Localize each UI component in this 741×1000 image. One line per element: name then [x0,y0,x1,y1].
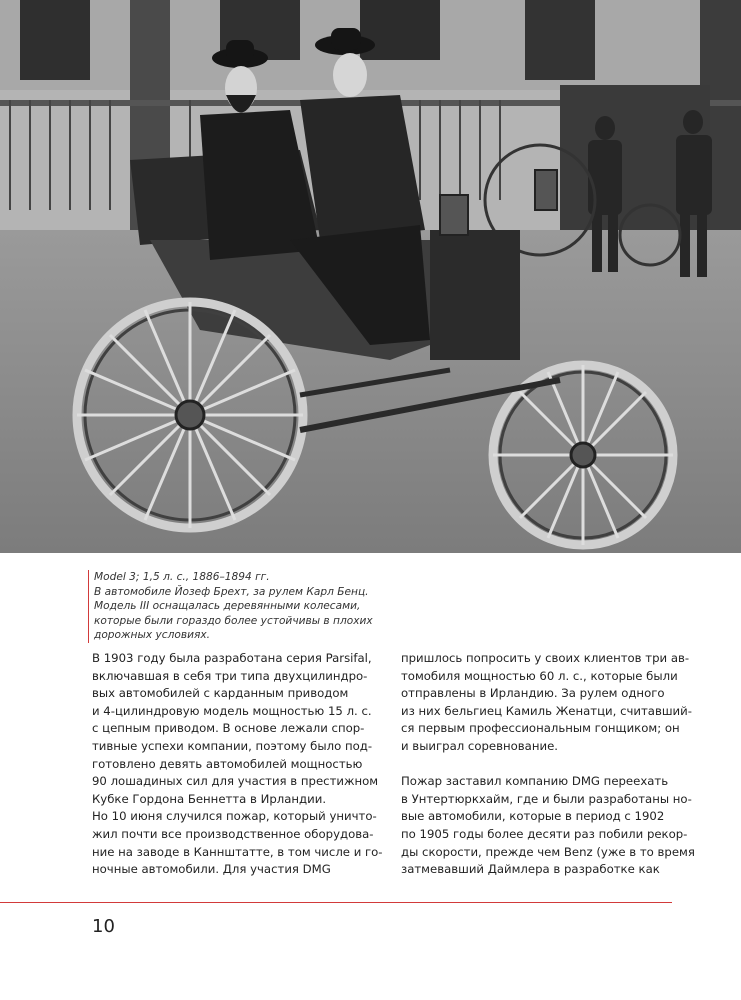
text-line: с цепным приводом. В основе лежали спор- [92,721,365,736]
text-line: 90 лошадиных сил для участия в престижном [92,774,379,789]
footer-rule [0,902,672,903]
photo-caption [88,570,394,643]
text-line: в Унтертюркхайм, где и были разработаны но- [401,791,692,806]
text-line: затмевавший Даймлера в разработке как [401,862,660,877]
body-text-right-column [401,650,695,879]
text-line: отправлены в Ирландию. За рулем одного [401,686,665,701]
text-line: Но 10 июня случился пожар, который уничто- [92,809,377,824]
lamp [440,195,468,235]
caption-line: дорожных условиях. [94,629,210,642]
text-line: вые автомобили, которые в период с 1902 [401,809,665,824]
text-line: томобиля мощностью 60 л. с., которые были [401,668,678,683]
text-line: Пожар заставил компанию DMG переехать [401,774,669,789]
body-text-left-column [92,650,382,879]
text-line: Кубке Гордона Беннетта в Ирландии. [92,791,327,806]
caption-line: В автомобиле Йозеф Брехт, за рулем Карл Бенц. [94,585,369,598]
text-line: тивные успехи компании, поэтому было под- [92,738,373,753]
caption-line: Model 3; 1,5 л. с., 1886–1894 гг. [94,571,270,583]
text-line: В 1903 году была разработана серия Parsifal, [92,651,372,665]
text-line: и 4-цилиндровую модель мощностью 15 л. с. [92,703,372,718]
caption-line: Модель III оснащалась деревянными колесами, [94,600,361,613]
text-line: по 1905 годы более десяти раз побили рекор- [401,826,688,841]
text-line: ние на заводе в Каннштатте, в том числе и го- [92,844,383,859]
window-far-right [525,0,595,80]
text-line: готовлено девять автомобилей мощностью [92,756,363,771]
front-wheel [493,365,673,545]
text-line: ночные автомобили. Для участия DMG [92,862,331,877]
text-line: вых автомобилей с карданным приводом [92,686,349,701]
window-right [360,0,440,60]
text-line: включавшая в себя три типа двухцилиндро- [92,668,368,683]
dashboard-board [430,230,520,360]
rear-wheel [77,302,303,528]
window-left [20,0,90,80]
text-line: и выиграл соревнование. [401,738,558,753]
text-line: пришлось попросить у своих клиентов три ав- [401,651,690,665]
page-number: 10 [92,916,115,937]
text-line: ды скорости, прежде чем Benz (уже в то время [401,844,695,859]
text-line: жил почти все производственное оборудова- [92,826,374,841]
text-line: ся первым профессиональным гонщиком; он [401,721,680,736]
paragraph-spacer [401,756,681,774]
text-line: из них бельгиец Камиль Женатци, считавший- [401,703,692,718]
caption-line: которые были гораздо более устойчивы в плохих [94,614,373,627]
